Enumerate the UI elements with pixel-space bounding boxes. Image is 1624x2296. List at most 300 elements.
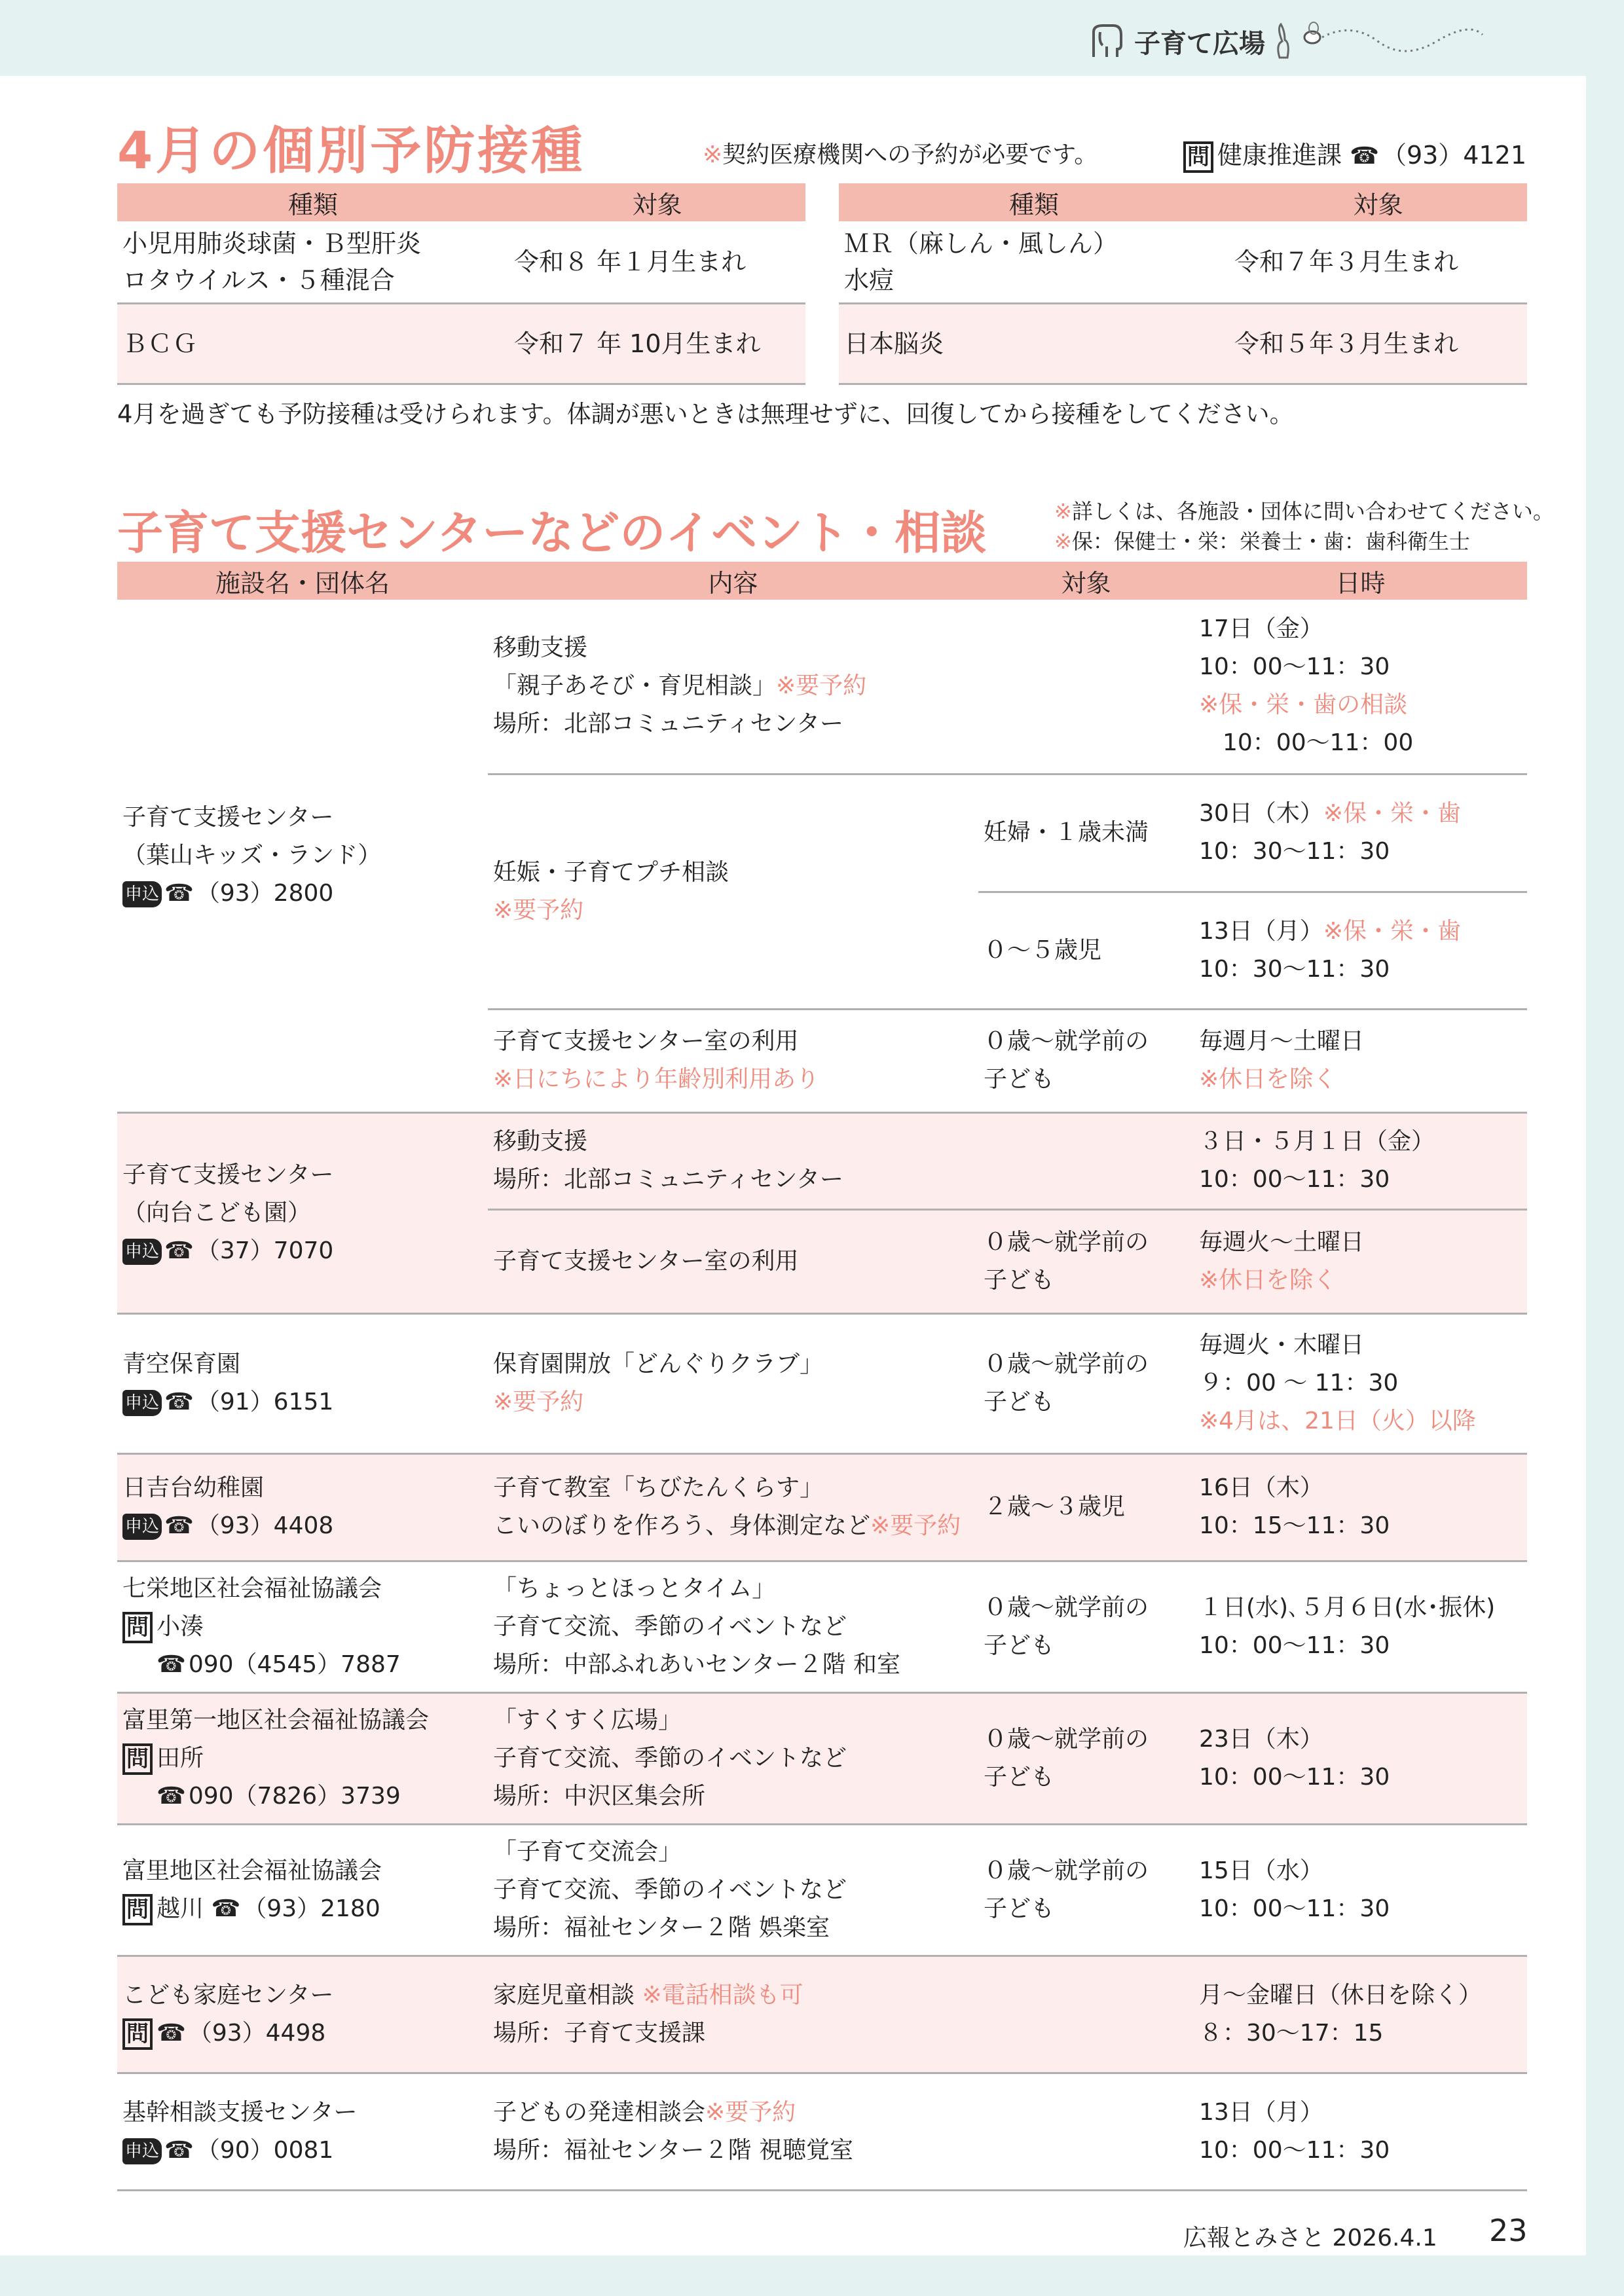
text: （93）2800 bbox=[196, 879, 334, 907]
datetime-cell bbox=[1194, 1956, 1527, 2073]
text: 保育園開放「どんぐりクラブ」 bbox=[493, 1351, 824, 1377]
cell-line bbox=[1199, 1721, 1522, 1758]
text: 青空保育園 bbox=[122, 1351, 241, 1377]
cell-line bbox=[493, 854, 973, 892]
cell-line bbox=[493, 1977, 973, 2014]
inquiry-badge: 問 bbox=[122, 2018, 153, 2050]
cell-line bbox=[122, 1383, 483, 1421]
cell-line bbox=[984, 1224, 1189, 1262]
text: 10：00～11：30 bbox=[1199, 1631, 1390, 1659]
col-facility: 施設名・団体名 bbox=[117, 562, 488, 600]
text: ０歳～就学前の bbox=[984, 1028, 1149, 1055]
target-cell bbox=[978, 1209, 1194, 1313]
cell-line bbox=[122, 1977, 483, 2014]
text: ０～５歳児 bbox=[984, 936, 1102, 964]
note-text: ※要予約 bbox=[493, 896, 584, 924]
cell-line bbox=[1199, 1507, 1522, 1545]
contact-phone: （93）4121 bbox=[1381, 141, 1527, 170]
facility-cell bbox=[117, 1453, 488, 1561]
phone-icon: ☎ bbox=[211, 1895, 241, 1922]
cell-line bbox=[122, 1702, 483, 1740]
text: 10：00～11：30 bbox=[1199, 1895, 1390, 1922]
cell-line bbox=[1199, 648, 1522, 686]
cell-line bbox=[122, 1507, 483, 1545]
datetime-cell bbox=[1194, 1824, 1527, 1956]
cell-line bbox=[1199, 1977, 1522, 2014]
text: （93）4498 bbox=[188, 2019, 326, 2047]
cell-line bbox=[984, 1758, 1189, 1796]
datetime-cell bbox=[1194, 1313, 1527, 1453]
text: 子育て支援センター bbox=[122, 1161, 334, 1188]
text: 越川 bbox=[157, 1895, 212, 1922]
facility-cell bbox=[117, 1692, 488, 1824]
content-cell bbox=[488, 1692, 978, 1824]
text: 子ども bbox=[984, 1389, 1055, 1415]
text: 10：00～11：30 bbox=[1199, 1763, 1390, 1791]
events-table bbox=[117, 562, 1527, 2191]
text: 15日（水） bbox=[1199, 1857, 1323, 1884]
note-text: ※保・栄・歯の相談 bbox=[1199, 691, 1408, 719]
table-row bbox=[839, 303, 1527, 384]
cell-line bbox=[1199, 1890, 1522, 1928]
cell-line bbox=[1199, 2132, 1522, 2170]
text: 10：30～11：30 bbox=[1199, 838, 1390, 865]
phone-icon: ☎ bbox=[164, 1389, 194, 1415]
table-row bbox=[117, 221, 805, 303]
contact-dept: 健康推進課 bbox=[1217, 141, 1342, 170]
text: 090（7826）3739 bbox=[188, 1782, 401, 1810]
phone-icon: ☎ bbox=[164, 1237, 194, 1264]
phone-icon: ☎ bbox=[1350, 143, 1379, 170]
cell-line bbox=[984, 1721, 1189, 1758]
apply-badge: 申込 bbox=[122, 1514, 162, 1540]
text: 場所：北部コミュニティセンター bbox=[493, 710, 843, 738]
datetime-cell bbox=[1194, 1453, 1527, 1561]
cell-line bbox=[493, 629, 973, 667]
text: 子ども bbox=[984, 1266, 1055, 1294]
apply-badge: 申込 bbox=[122, 1239, 162, 1265]
phone-icon: ☎ bbox=[164, 1512, 194, 1539]
cell-line bbox=[493, 1507, 973, 1545]
cell-line bbox=[984, 1852, 1189, 1890]
cell-line bbox=[1199, 795, 1522, 833]
content-cell bbox=[488, 1009, 978, 1112]
text: 毎週火～土曜日 bbox=[1199, 1228, 1365, 1256]
note-text: ※要予約 bbox=[776, 672, 867, 700]
text: 子育て交流、季節のイベントなど bbox=[493, 1744, 847, 1772]
cell-line bbox=[1199, 913, 1522, 951]
datetime-cell bbox=[1194, 1009, 1527, 1112]
text: 子ども bbox=[984, 1763, 1055, 1791]
text: 子育て支援センター bbox=[122, 803, 334, 831]
content-cell bbox=[488, 1313, 978, 1453]
cell-line bbox=[1199, 1589, 1522, 1627]
text: 10：00～11：00 bbox=[1199, 729, 1414, 757]
col-content: 内容 bbox=[488, 562, 978, 600]
note-text: ※要予約 bbox=[705, 2098, 796, 2126]
cell-line bbox=[122, 1740, 483, 1777]
table-row bbox=[117, 1453, 1527, 1561]
vaccine-type: 水痘 bbox=[844, 265, 895, 295]
text: 「ちょっとほっとタイム」 bbox=[493, 1575, 776, 1602]
cell-line bbox=[493, 1646, 973, 1684]
note-text: ※保・栄・歯 bbox=[1323, 800, 1461, 827]
text: （93）2180 bbox=[243, 1895, 380, 1922]
phone-icon: ☎ bbox=[164, 2136, 194, 2164]
content-cell bbox=[488, 1561, 978, 1692]
cell-line bbox=[493, 892, 973, 930]
vaccine-target: 令和７年３月生まれ bbox=[1229, 221, 1527, 303]
text: ３日・５月１日（金） bbox=[1199, 1128, 1435, 1155]
vaccination-footnote: 4月を過ぎても予防接種は受けられます。体調が悪いときは無理せずに、回復してから接種をしてください。 bbox=[117, 400, 1294, 428]
inquiry-badge: 問 bbox=[1183, 141, 1213, 173]
target-cell bbox=[978, 892, 1194, 1009]
facility-cell bbox=[117, 2073, 488, 2190]
text: （91）6151 bbox=[196, 1389, 334, 1415]
cell-line bbox=[493, 1871, 973, 1909]
text: 子育て支援センター室の利用 bbox=[493, 1028, 799, 1055]
cell-line bbox=[493, 1608, 973, 1646]
table-row bbox=[117, 1561, 1527, 1692]
vaccination-contact bbox=[1183, 135, 1526, 173]
facility-cell bbox=[117, 1824, 488, 1956]
cell-line bbox=[984, 1023, 1189, 1061]
cell-line bbox=[1199, 1161, 1522, 1199]
cell-line bbox=[984, 1627, 1189, 1665]
datetime-cell bbox=[1194, 600, 1527, 774]
text: 子育て支援センター室の利用 bbox=[493, 1247, 799, 1275]
cell-line bbox=[493, 1702, 973, 1740]
note-text: ※休日を除く bbox=[1199, 1266, 1337, 1294]
cell-line bbox=[493, 2132, 973, 2170]
cell-line bbox=[1199, 1364, 1522, 1402]
text: 妊娠・子育てプチ相談 bbox=[493, 858, 729, 886]
elephant-icon bbox=[1087, 23, 1126, 60]
vaccine-type: ロタウイルス・５種混合 bbox=[122, 265, 395, 295]
cell-line bbox=[1199, 2094, 1522, 2132]
target-cell bbox=[978, 1956, 1194, 2073]
text: 子ども bbox=[984, 1895, 1055, 1922]
text: 場所：福祉センター２階 視聴覚室 bbox=[493, 2136, 854, 2164]
text: ０歳～就学前の bbox=[984, 1594, 1149, 1621]
text: （90）0081 bbox=[196, 2136, 334, 2164]
cell-line bbox=[984, 814, 1189, 852]
cell-line bbox=[984, 1890, 1189, 1928]
datetime-cell bbox=[1194, 1561, 1527, 1692]
datetime-cell bbox=[1194, 1692, 1527, 1824]
text: 月～金曜日（休日を除く） bbox=[1199, 1981, 1483, 2009]
text: 移動支援 bbox=[493, 1128, 588, 1155]
events-note: ※詳しくは、各施設・団体に問い合わせてください。 bbox=[1054, 499, 1554, 524]
text: 10：15～11：30 bbox=[1199, 1512, 1390, 1539]
vaccine-type: 日本脳炎 bbox=[839, 303, 1229, 384]
apply-badge: 申込 bbox=[122, 2138, 162, 2164]
text: 小湊 bbox=[157, 1613, 204, 1640]
datetime-cell bbox=[1194, 892, 1527, 1009]
cell-line bbox=[1199, 1224, 1522, 1262]
text: 13日（月） bbox=[1199, 917, 1323, 945]
cell-line bbox=[493, 1740, 973, 1777]
table-row bbox=[117, 600, 1527, 774]
text: 子ども bbox=[984, 1631, 1055, 1659]
table-row bbox=[117, 1112, 1527, 1209]
note-text: ※要予約 bbox=[493, 1389, 584, 1415]
text: ０歳～就学前の bbox=[984, 1725, 1149, 1753]
cell-line bbox=[493, 1023, 973, 1061]
target-cell bbox=[978, 1009, 1194, 1112]
facility-cell bbox=[117, 1561, 488, 1692]
target-cell bbox=[978, 1313, 1194, 1453]
cell-line bbox=[1199, 2014, 1522, 2052]
inquiry-badge: 問 bbox=[122, 1894, 153, 1925]
vaccination-title: 4月の個別予防接種 bbox=[117, 122, 585, 181]
cell-line bbox=[122, 1469, 483, 1507]
vaccine-target: 令和７ 年 10月生まれ bbox=[509, 303, 805, 384]
cell-line bbox=[493, 2014, 973, 2052]
text: 子育て教室「ちびたんくらす」 bbox=[493, 1474, 824, 1501]
cell-line bbox=[122, 1890, 483, 1928]
cell-line bbox=[493, 1161, 973, 1199]
cell-line bbox=[493, 1909, 973, 1947]
text: 妊婦・１歳未満 bbox=[984, 819, 1149, 846]
cell-line bbox=[493, 1243, 973, 1281]
cell-line bbox=[122, 1232, 483, 1270]
col-target: 対象 bbox=[509, 183, 805, 221]
text: 「親子あそび・育児相談」 bbox=[493, 672, 777, 700]
vaccination-table-left bbox=[117, 183, 805, 385]
vaccination-table-right bbox=[839, 183, 1527, 385]
events-notes bbox=[1054, 496, 1554, 556]
cell-line bbox=[1199, 1262, 1522, 1300]
content-cell bbox=[488, 1209, 978, 1313]
text: ０歳～就学前の bbox=[984, 1857, 1149, 1884]
text: 10：00～11：30 bbox=[1199, 653, 1390, 681]
vaccine-target: 令和８ 年１月生まれ bbox=[509, 221, 805, 303]
target-cell bbox=[978, 1453, 1194, 1561]
cell-line bbox=[1199, 951, 1522, 989]
rabbit-bee-icon bbox=[1273, 22, 1489, 61]
cell-line bbox=[1199, 1123, 1522, 1161]
table-row bbox=[839, 221, 1527, 303]
inquiry-badge: 問 bbox=[122, 1612, 153, 1643]
text: 家庭児童相談 bbox=[493, 1981, 642, 2009]
table-row bbox=[117, 1956, 1527, 2073]
target-cell bbox=[978, 1692, 1194, 1824]
text: こども家庭センター bbox=[122, 1981, 334, 2009]
note-text: ※電話相談も可 bbox=[642, 1981, 803, 2009]
cell-line bbox=[1199, 1469, 1522, 1507]
col-target: 対象 bbox=[1229, 183, 1527, 221]
events-note: ※保：保健士・栄：栄養士・歯：歯科衛生士 bbox=[1054, 529, 1470, 554]
cell-line bbox=[122, 837, 483, 875]
publication-name: 広報とみさと 2026.4.1 bbox=[1183, 2225, 1437, 2251]
facility-cell bbox=[117, 1313, 488, 1453]
text: （向台こども園） bbox=[122, 1199, 312, 1226]
note-text: ※休日を除く bbox=[1199, 1066, 1337, 1093]
page-number: 23 bbox=[1489, 2213, 1528, 2248]
text: 23日（木） bbox=[1199, 1725, 1323, 1753]
cell-line bbox=[1199, 1061, 1522, 1099]
target-cell bbox=[978, 600, 1194, 774]
cell-line bbox=[1199, 1326, 1522, 1364]
phone-icon: ☎ bbox=[157, 2019, 186, 2047]
cell-line bbox=[1199, 1852, 1522, 1890]
cell-line bbox=[984, 1589, 1189, 1627]
text: こいのぼりを作ろう、身体測定など bbox=[493, 1512, 871, 1539]
facility-cell bbox=[117, 1956, 488, 2073]
vaccine-target: 令和５年３月生まれ bbox=[1229, 303, 1527, 384]
events-title: 子育て支援センターなどのイベント・相談 bbox=[117, 506, 987, 560]
text: 10：00～11：30 bbox=[1199, 2136, 1390, 2164]
cell-line bbox=[1199, 610, 1522, 648]
cell-line bbox=[493, 1833, 973, 1871]
text: 子どもの発達相談会 bbox=[493, 2098, 706, 2126]
cell-line bbox=[493, 667, 973, 705]
cell-line bbox=[122, 1345, 483, 1383]
table-row bbox=[117, 1824, 1527, 1956]
content-cell bbox=[488, 2073, 978, 2190]
text: ８：30～17：15 bbox=[1199, 2019, 1384, 2047]
content-cell bbox=[488, 1824, 978, 1956]
vaccine-type: 小児用肺炎球菌・Ｂ型肝炎 bbox=[122, 228, 422, 258]
text: 毎週火・木曜日 bbox=[1199, 1332, 1365, 1358]
table-row bbox=[117, 2073, 1527, 2190]
facility-cell bbox=[117, 1112, 488, 1313]
cell-line bbox=[1199, 686, 1522, 724]
cell-line bbox=[493, 1777, 973, 1815]
target-cell bbox=[978, 2073, 1194, 2190]
cell-line bbox=[1199, 833, 1522, 871]
table-row bbox=[117, 1692, 1527, 1824]
section-title: 子育て広場 bbox=[1134, 28, 1265, 59]
cell-line bbox=[1199, 1023, 1522, 1061]
cell-line bbox=[493, 1570, 973, 1608]
apply-badge: 申込 bbox=[122, 1390, 162, 1416]
cell-line bbox=[984, 1345, 1189, 1383]
cell-line bbox=[493, 1123, 973, 1161]
cell-line bbox=[122, 1777, 483, 1815]
vaccination-note: ※契約医療機関への予約が必要です。 bbox=[703, 141, 1098, 168]
phone-icon: ☎ bbox=[157, 1782, 186, 1810]
datetime-cell bbox=[1194, 1209, 1527, 1313]
phone-icon: ☎ bbox=[164, 879, 194, 907]
text: 場所：子育て支援課 bbox=[493, 2019, 706, 2047]
text: 「すくすく広場」 bbox=[493, 1706, 682, 1734]
note-text: ※要予約 bbox=[870, 1512, 961, 1539]
text: 移動支援 bbox=[493, 634, 588, 662]
target-cell bbox=[978, 1824, 1194, 1956]
text: １日(水)､５月６日(水･振休) bbox=[1199, 1594, 1496, 1621]
text: 子育て交流、季節のイベントなど bbox=[493, 1613, 847, 1640]
text: ２歳～３歳児 bbox=[984, 1493, 1126, 1520]
target-cell bbox=[978, 1112, 1194, 1209]
text: 場所：北部コミュニティセンター bbox=[493, 1166, 843, 1193]
col-type: 種類 bbox=[839, 183, 1229, 221]
apply-badge: 申込 bbox=[122, 881, 162, 907]
cell-line bbox=[493, 2094, 973, 2132]
cell-line bbox=[984, 1262, 1189, 1300]
col-datetime: 日時 bbox=[1194, 562, 1527, 600]
text: 田所 bbox=[157, 1744, 204, 1772]
cell-line bbox=[984, 1383, 1189, 1421]
vaccine-type: ＢＣＧ bbox=[117, 303, 509, 384]
text: 「子育て交流会」 bbox=[493, 1838, 682, 1865]
text: 富里地区社会福祉協議会 bbox=[122, 1857, 382, 1884]
cell-line bbox=[493, 1469, 973, 1507]
datetime-cell bbox=[1194, 1112, 1527, 1209]
target-cell bbox=[978, 774, 1194, 892]
inquiry-badge: 問 bbox=[122, 1743, 153, 1775]
text: 場所：中沢区集会所 bbox=[493, 1782, 706, 1810]
note-text: ※日にちにより年齢別利用あり bbox=[493, 1066, 820, 1093]
cell-line bbox=[122, 1646, 483, 1684]
cell-line bbox=[493, 1061, 973, 1099]
table-row bbox=[117, 303, 805, 384]
text: 場所：福祉センター２階 娯楽室 bbox=[493, 1914, 830, 1941]
note-text: ※保・栄・歯 bbox=[1323, 917, 1461, 945]
text: 090（4545）7887 bbox=[188, 1650, 401, 1678]
text: 13日（月） bbox=[1199, 2098, 1323, 2126]
cell-line bbox=[122, 1156, 483, 1194]
section-header bbox=[1087, 18, 1489, 64]
table-row bbox=[117, 1313, 1527, 1453]
target-cell bbox=[978, 1561, 1194, 1692]
text: 10：30～11：30 bbox=[1199, 955, 1390, 983]
text: 富里第一地区社会福祉協議会 bbox=[122, 1706, 430, 1734]
text: （93）4408 bbox=[196, 1512, 334, 1539]
cell-line bbox=[122, 799, 483, 837]
content-cell bbox=[488, 1956, 978, 2073]
content-cell bbox=[488, 600, 978, 774]
text: 16日（木） bbox=[1199, 1474, 1323, 1501]
datetime-cell bbox=[1194, 774, 1527, 892]
cell-line bbox=[122, 2094, 483, 2132]
text: 子育て交流、季節のイベントなど bbox=[493, 1876, 847, 1903]
cell-line bbox=[122, 2014, 483, 2052]
content-cell bbox=[488, 774, 978, 1009]
text: 10：00～11：30 bbox=[1199, 1166, 1390, 1193]
cell-line bbox=[984, 1061, 1189, 1099]
cell-line bbox=[1199, 1627, 1522, 1665]
cell-line bbox=[122, 875, 483, 913]
cell-line bbox=[122, 1852, 483, 1890]
text: 毎週月～土曜日 bbox=[1199, 1028, 1365, 1055]
cell-line bbox=[122, 1570, 483, 1608]
text: 場所：中部ふれあいセンター２階 和室 bbox=[493, 1650, 901, 1678]
text: ９：00 ～ 11：30 bbox=[1199, 1370, 1399, 1396]
cell-line bbox=[122, 1194, 483, 1232]
text: 基幹相談支援センター bbox=[122, 2098, 358, 2126]
cell-line bbox=[493, 705, 973, 743]
content-cell bbox=[488, 1112, 978, 1209]
vaccine-type: ＭＲ（麻しん・風しん） bbox=[844, 228, 1118, 258]
note-text: ※4月は、21日（火）以降 bbox=[1199, 1408, 1476, 1434]
cell-line bbox=[984, 1488, 1189, 1526]
cell-line bbox=[1199, 1758, 1522, 1796]
facility-cell bbox=[117, 600, 488, 1112]
text: 日吉台幼稚園 bbox=[122, 1474, 265, 1501]
text: 子ども bbox=[984, 1066, 1055, 1093]
text: 七栄地区社会福祉協議会 bbox=[122, 1575, 382, 1602]
cell-line bbox=[122, 1608, 483, 1646]
text: ０歳～就学前の bbox=[984, 1228, 1149, 1256]
content-cell bbox=[488, 1453, 978, 1561]
text: ０歳～就学前の bbox=[984, 1351, 1149, 1377]
text: 30日（木） bbox=[1199, 800, 1323, 827]
cell-line bbox=[122, 2132, 483, 2170]
text: （葉山キッズ・ランド） bbox=[122, 841, 382, 869]
cell-line bbox=[1199, 1402, 1522, 1440]
